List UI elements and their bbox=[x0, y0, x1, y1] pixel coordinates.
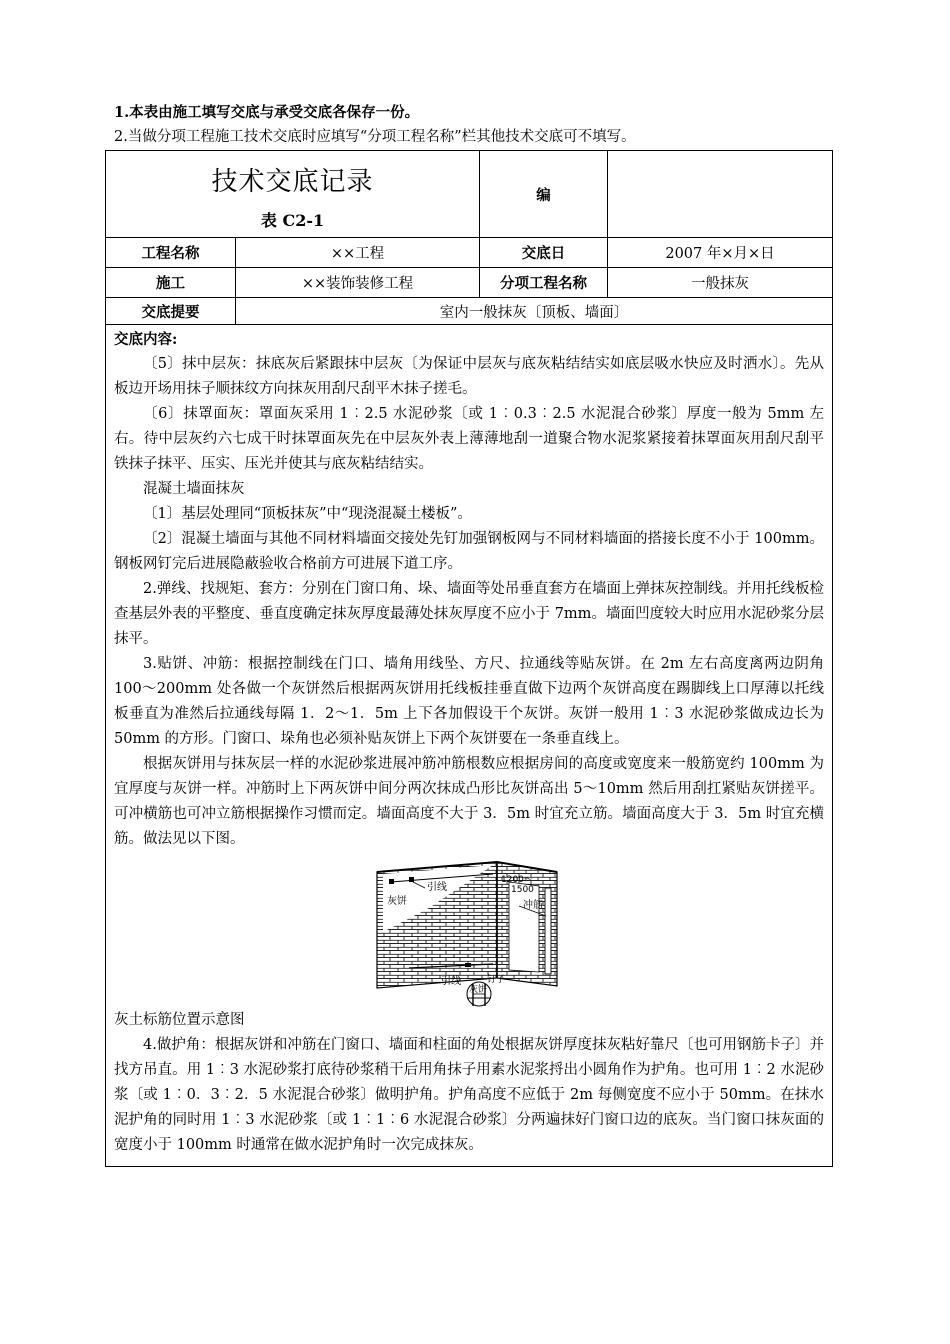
wall-strip-diagram bbox=[369, 860, 569, 1008]
summary-label: 交底提要 bbox=[106, 298, 236, 325]
fig-label-guideline-top: 引线 bbox=[427, 882, 447, 893]
content-heading: 交底内容: bbox=[114, 331, 178, 348]
fig-label-nail: 钉子 bbox=[487, 975, 506, 985]
construction-value: ××装饰装修工程 bbox=[236, 268, 480, 298]
construction-label: 施工 bbox=[106, 268, 236, 298]
form-code: 表 C2-1 bbox=[260, 211, 325, 230]
form-notes bbox=[114, 100, 834, 150]
disclosure-content bbox=[106, 325, 833, 1167]
content-paragraph: 〔6〕抹罩面灰：罩面灰采用 1︰2.5 水泥砂浆〔或 1︰0.3︰2.5 水泥混合砂浆〕厚度一般为 5mm 左右。待中层灰约六七成干时抹罩面灰先在中层灰外表上薄薄地刮一道聚合物水泥浆紧接着抹罩面灰用刮尺刮平铁抹子抹平、压实、压光并使其与底灰粘结结实。 bbox=[114, 406, 825, 472]
subproject-name-value: 一般抹灰 bbox=[608, 268, 833, 298]
page-title: 技术交底记录 bbox=[211, 167, 374, 197]
content-paragraph: 2.弹线、找规矩、套方：分别在门窗口角、垛、墙面等处吊垂直套方在墙面上弹抹灰控制线。并用托线板检查基层外表的平整度、垂直度确定抹灰厚度最薄处抹灰厚度不应小于 7mm。墙面凹度较大时应用水泥砂浆分层抹平。 bbox=[114, 581, 825, 647]
disclosure-date-value: 2007 年×月×日 bbox=[608, 238, 833, 268]
fig-label-strip: 冲筋 bbox=[523, 900, 543, 911]
fig-label-dimension: 1200～ bbox=[501, 875, 533, 885]
note-line-1: 1.本表由施工填写交底与承受交底各保存一份。 bbox=[114, 104, 420, 121]
content-paragraph: 〔1〕基层处理同“顶板抹灰”中“现浇混凝土楼板”。 bbox=[143, 506, 472, 522]
serial-value bbox=[608, 151, 833, 238]
note-line-2: 2.当做分项工程施工技术交底时应填写“分项工程名称”栏其他技术交底可不填写。 bbox=[114, 129, 636, 145]
project-name-value: ××工程 bbox=[236, 238, 480, 268]
content-paragraph: 根据灰饼用与抹灰层一样的水泥砂浆进展冲筋冲筋根数应根据房间的高度或宽度来一般筋宽约 100mm 为宜厚度与灰饼一样。冲筋时上下两灰饼中间分两次抹成凸形比灰饼高出 5～10mm 然后用刮扛紧贴灰饼搓平。可冲横筋也可冲立筋根据操作习惯而定。墙面高度不大于 3．5m 时宜充立筋。墙面高度大于 3．5m 时宜充横筋。做法见以下图。 bbox=[114, 756, 825, 847]
content-paragraph: 〔5〕抹中层灰：抹底灰后紧跟抹中层灰〔为保证中层灰与底灰粘结结实如底层吸水快应及时洒水〕。先从板边开场用抹子顺抹纹方向抹灰用刮尺刮平木抹子搓毛。 bbox=[114, 356, 825, 397]
wall-strip-figure bbox=[114, 860, 824, 1008]
subproject-name-label: 分项工程名称 bbox=[480, 268, 608, 298]
figure-caption: 灰土标筋位置示意图 bbox=[114, 1012, 245, 1028]
fig-label-dimension-2: 1500 bbox=[511, 885, 534, 895]
disclosure-date-label: 交底日 bbox=[480, 238, 608, 268]
disclosure-record-table bbox=[105, 150, 833, 1167]
project-name-label: 工程名称 bbox=[106, 238, 236, 268]
title-cell bbox=[106, 151, 480, 238]
fig-label-guideline-bottom: 引线 bbox=[441, 976, 461, 987]
fig-label-pad: 灰饼 bbox=[387, 896, 407, 907]
content-paragraph: 4.做护角：根据灰饼和冲筋在门窗口、墙面和柱面的角处根据灰饼厚度抹灰粘好靠尺〔也可用钢筋卡子〕并找方吊直。用 1︰3 水泥砂浆打底待砂浆稍干后用角抹子用素水泥浆捋出小圆角作为护角。也可用 1︰2 水泥砂浆〔或 1︰0．3︰2．5 水泥混合砂浆〕做明护角。护角高度不应低于 2m 每侧宽度不应小于 50mm。在抹水泥护角的同时用 1︰3 水泥砂浆〔或 1︰1︰6 水泥混合砂浆〕分两遍抹好门窗口边的底灰。当门窗口抹灰面的宽度小于 100mm 时通常在做水泥护角时一次完成抹灰。 bbox=[114, 1037, 825, 1153]
serial-label: 编 bbox=[480, 151, 608, 238]
content-paragraph: 〔2〕混凝土墙面与其他不同材料墙面交接处先钉加强钢板网与不同材料墙面的搭接长度不小于 100mm。钢板网钉完后进展隐蔽验收合格前方可进展下道工序。 bbox=[114, 531, 825, 572]
fig-label-pad-2: 灰饼 bbox=[469, 985, 488, 995]
summary-value: 室内一般抹灰〔顶板、墙面〕 bbox=[236, 298, 833, 325]
content-paragraph: 3.贴饼、冲筋：根据控制线在门口、墙角用线坠、方尺、拉通线等贴灰饼。在 2m 左右高度离两边阴角 100～200mm 处各做一个灰饼然后根据两灰饼用托线板挂垂直做下边两个灰饼高度在踢脚线上口厚薄以托线板垂直为准然后拉通线每隔 1．2～1．5m 上下各加假设干个灰饼。灰饼一般用 1︰3 水泥砂浆做成边长为 50mm 的方形。门窗口、垛角也必须补贴灰饼上下两个灰饼要在一条垂直线上。 bbox=[114, 656, 825, 747]
content-paragraph: 混凝土墙面抹灰 bbox=[143, 481, 245, 497]
